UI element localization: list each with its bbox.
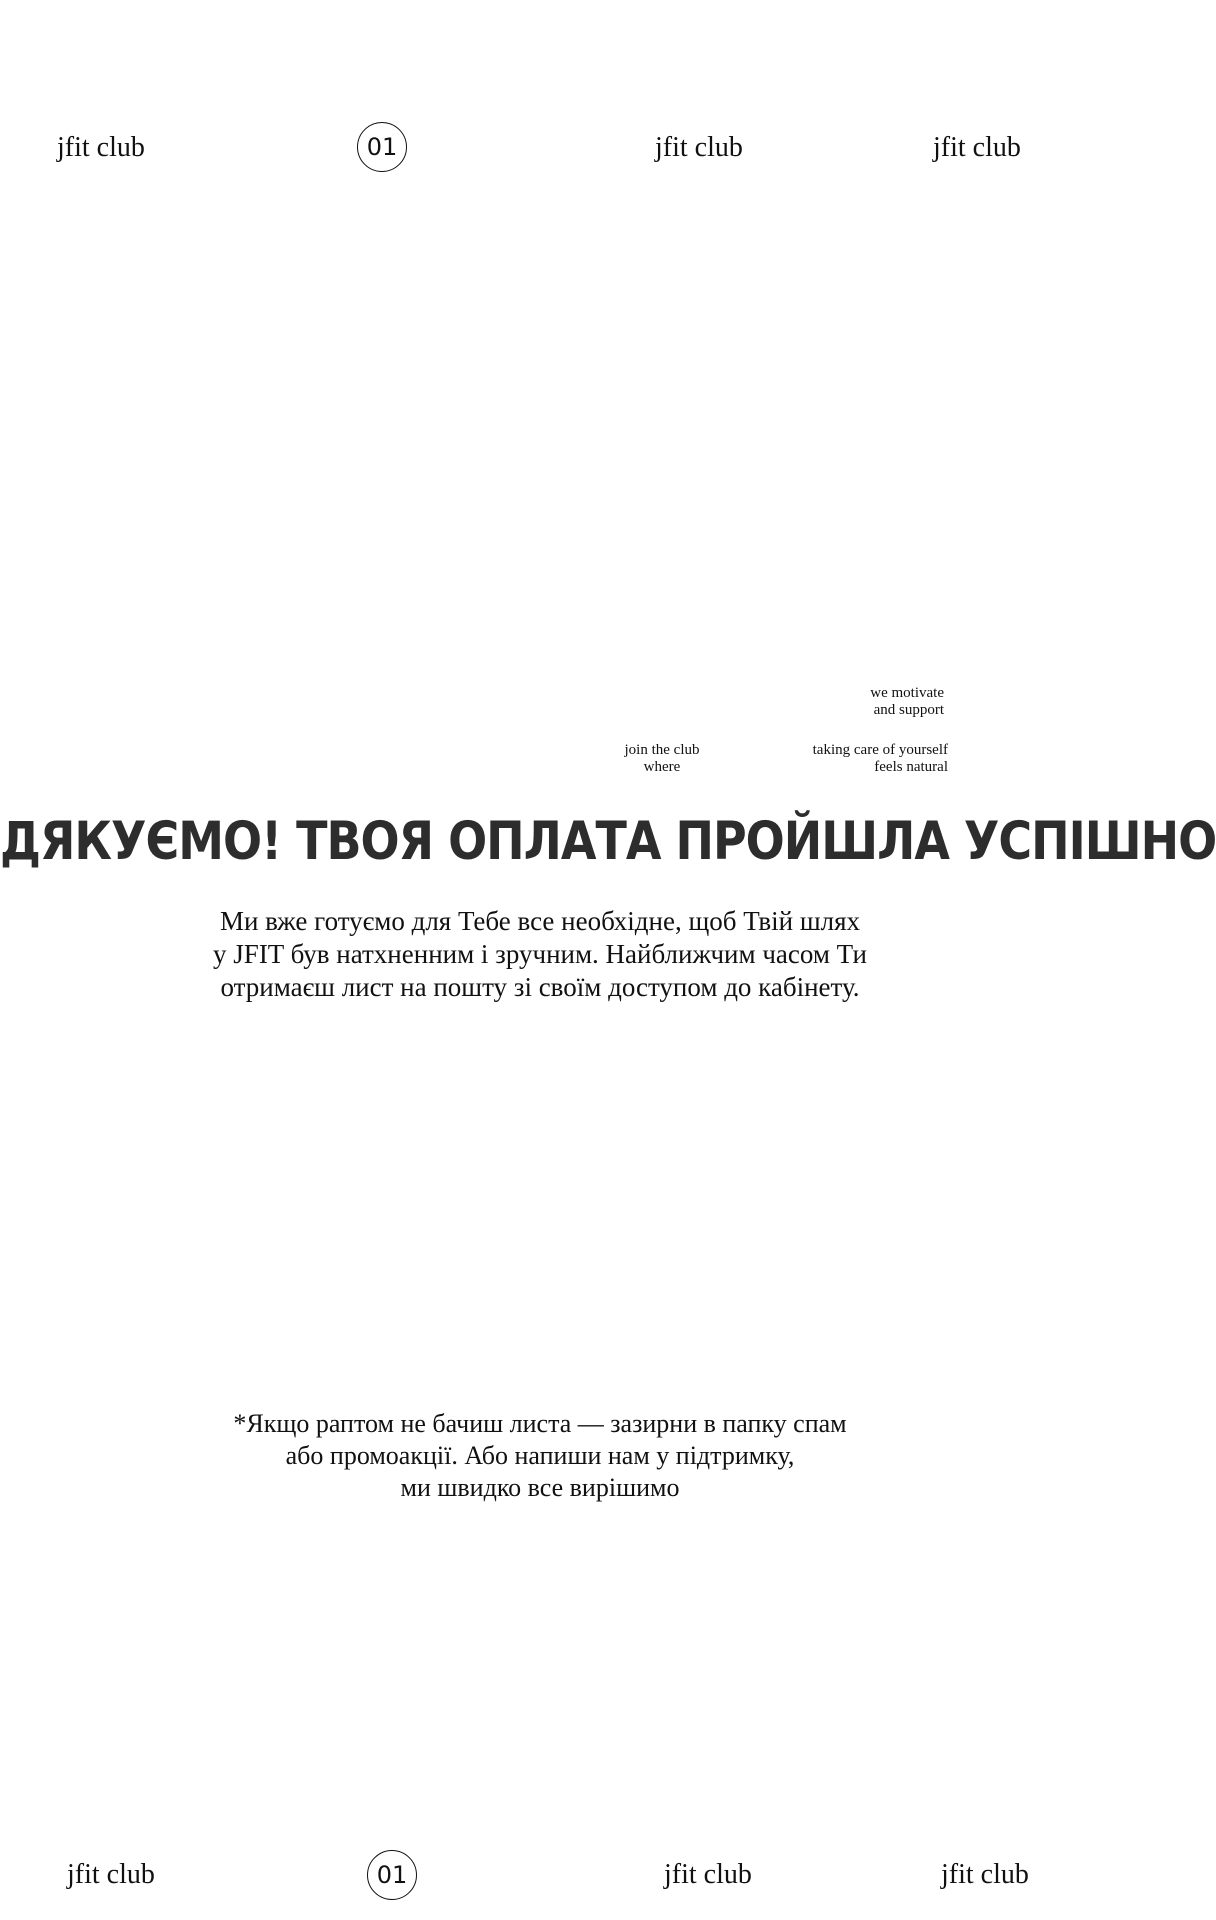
footer-page-number-badge: 01 xyxy=(367,1850,417,1900)
header-brand-center: jfit club xyxy=(655,132,743,163)
footnote-line: або промоакції. Або напиши нам у підтримку, xyxy=(285,1441,795,1470)
header-brand-left: jfit club xyxy=(57,132,145,163)
header-page-number-badge: 01 xyxy=(357,122,407,172)
body-line: у JFIT був натхненним і зручним. Найближчим часом Ти xyxy=(213,939,867,969)
footnote-line: *Якщо раптом не бачиш листа — зазирни в папку спам xyxy=(233,1409,847,1438)
body-message xyxy=(140,905,940,1004)
body-line: отримаєш лист на пошту зі своїм доступом до кабінету. xyxy=(220,972,860,1002)
tagline-join-line-2: where xyxy=(643,759,681,775)
tagline-care-line-1: taking care of yourself xyxy=(812,742,948,758)
tagline-motivate-line-2: and support xyxy=(873,702,944,718)
footnote-line: ми швидко все вирішимо xyxy=(400,1473,680,1502)
tagline-motivate-line-1: we motivate xyxy=(870,685,944,701)
spam-footnote xyxy=(140,1408,940,1504)
footer-brand-center: jfit club xyxy=(664,1859,752,1890)
footer-brand-right: jfit club xyxy=(941,1859,1029,1890)
tagline-join-line-1: join the club xyxy=(624,742,700,758)
tagline-care-line-2: feels natural xyxy=(874,759,948,775)
tagline-join xyxy=(601,742,723,776)
header-brand-right: jfit club xyxy=(933,132,1021,163)
tagline-care xyxy=(770,742,948,776)
body-line: Ми вже готуємо для Тебе все необхідне, щоб Твій шлях xyxy=(219,906,861,936)
tagline-motivate xyxy=(812,685,944,719)
payment-success-headline: ДЯКУЄМО! ТВОЯ ОПЛАТА ПРОЙШЛА УСПІШНО xyxy=(0,809,1216,872)
footer-brand-left: jfit club xyxy=(67,1859,155,1890)
